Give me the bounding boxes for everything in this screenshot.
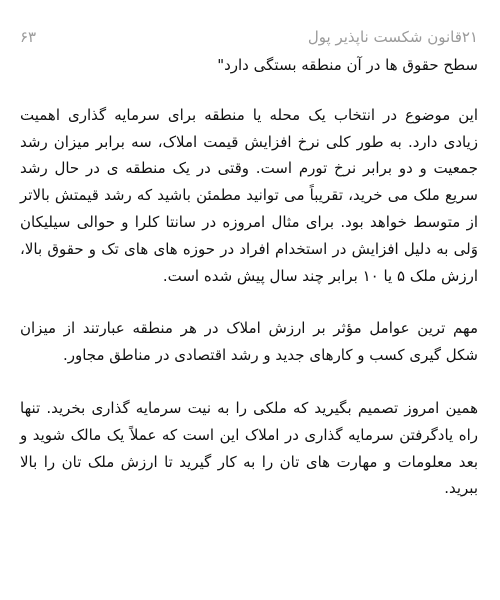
paragraph-value-factors: مهم ترین عوامل مؤثر بر ارزش املاک در هر منطقه عبارتند از میزان شکل گیری کسب و کارهای جدید و رشد اقتصادی در مناطق مجاور. <box>20 319 478 365</box>
page-body <box>20 52 478 528</box>
paragraph-location-growth: این موضوع در انتخاب یک محله یا منطقه برای سرمایه گذاری اهمیت زیادی دارد. به طور کلی نرخ افزایش قیمت املاک، سه برابر میزان رشد جمعیت و دو برابر نرخ تورم است. وقتی در یک منطقه ی در حال رشد سریع ملک می خرید، تقریباً می توانید مطمئن باشید که رشد قیمتش بالاتر از متوسط خواهد بود. برای مثال امروزه در سانتا کلرا و حوالی سیلیکان وَلی به دلیل افزایش در استخدام افراد در حوزه های های تک و حقوق بالا، ارزش ملک ۵ یا ۱۰ برابر چند سال پیش شده است. <box>20 105 478 285</box>
page-number: ۶۳ <box>20 28 37 46</box>
running-header <box>20 24 478 50</box>
lead-quote-line: سطح حقوق ها در آن منطقه بستگی دارد" <box>217 56 478 74</box>
paragraph-call-to-action: همین امروز تصمیم بگیرید که ملکی را به نیت سرمایه گذاری بخرید. تنها راه یادگرفتن سرمایه گذاری در املاک این است که عملاً یک مالک شوید و بعد معلومات و مهارت های تان را به کار گیرید تا ارزش ملک تان را بالا ببرید. <box>20 398 478 498</box>
running-header-title: ۲۱قانون شکست ناپذیر پول <box>307 28 478 46</box>
